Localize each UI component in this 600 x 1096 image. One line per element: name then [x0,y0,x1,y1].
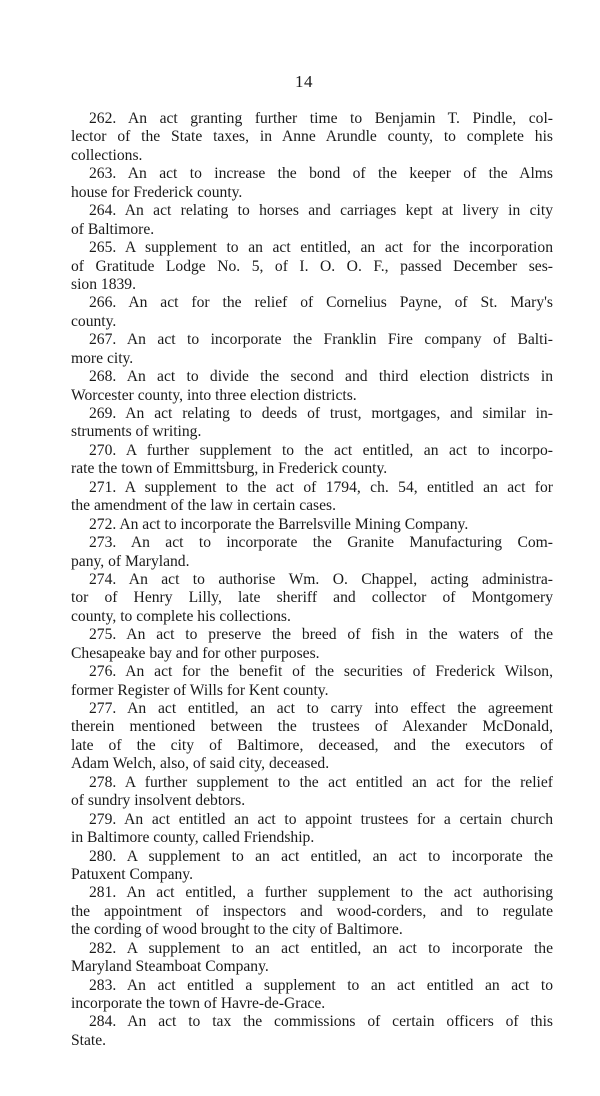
act-entry [71,442,553,479]
act-entry-line: struments of writing. [71,423,202,441]
act-entry-first-line: 280. A supplement to an act entitled, an act to incorporate the [89,847,553,865]
act-entry-first-line: 263. An act to increase the bond of the keeper of the Alms [89,165,553,183]
act-entry-first-line: 270. A further supplement to the act entitled, an act to incorpo- [89,441,553,459]
act-entry-line: the cording of wood brought to the city of Baltimore. [71,921,403,939]
act-entry [71,479,553,516]
act-entry [71,663,553,700]
act-entry [71,571,553,626]
act-entry [71,165,553,202]
act-entry-line: Chesapeake bay and for other purposes. [71,644,320,662]
act-entry-line: Patuxent Company. [71,865,193,883]
act-entry-first-line: 281. An act entitled, a further supplement to the act authorising [89,884,553,902]
act-entry [71,331,553,368]
act-entry-first-line: 273. An act to incorporate the Granite Manufacturing Com- [89,534,553,552]
act-entry-line: therein mentioned between the trustees of Alexander McDonald, [71,718,553,736]
act-entry-line: tor of Henry Lilly, late sheriff and collector of Montgomery [71,589,553,607]
act-entry-first-line: 271. A supplement to the act of 1794, ch. 54, entitled an act for [89,478,553,496]
act-entry-line: lector of the State taxes, in Anne Arundle county, to complete his [71,128,553,146]
act-entry-first-line: 278. A further supplement to the act entitled an act for the relief [89,773,553,791]
act-entry-line: Maryland Steamboat Company. [71,958,269,976]
act-entry-line: house for Frederick county. [71,183,243,201]
act-entry [71,368,553,405]
act-entry [71,774,553,811]
act-entry [71,700,553,774]
act-entry-line: State. [71,1031,107,1049]
act-entry-line: Worcester county, into three election districts. [71,386,357,404]
act-entry-line: Adam Welch, also, of said city, deceased. [71,755,330,773]
acts-list [71,110,553,1050]
act-entry-line: county. [71,312,117,330]
act-entry [71,534,553,571]
act-entry-line: rate the town of Emmittsburg, in Frederick county. [71,460,388,478]
act-entry [71,405,553,442]
act-entry-first-line: 274. An act to authorise Wm. O. Chappel, acting administra- [89,570,553,588]
act-entry-line: collections. [71,146,143,164]
act-entry-line: former Register of Wills for Kent county. [71,681,329,699]
act-entry-first-line: 275. An act to preserve the breed of fish in the waters of the [89,626,553,644]
act-entry-line: sion 1839. [71,275,136,293]
act-entry [71,110,553,165]
act-entry-line: county, to complete his collections. [71,607,291,625]
act-entry [71,884,553,939]
act-entry-line: late of the city of Baltimore, deceased, and the executors of [71,736,553,754]
act-entry-first-line: 284. An act to tax the commissions of certain officers of this [89,1013,553,1031]
act-entry-first-line: 283. An act entitled a supplement to an act entitled an act to [89,976,553,994]
act-entry-line: the appointment of inspectors and wood-corders, and to regulate [71,902,553,920]
act-entry-first-line: 268. An act to divide the second and third election districts in [89,368,553,386]
act-entry-line: incorporate the town of Havre-de-Grace. [71,995,326,1012]
act-entry-line: in Baltimore county, called Friendship. [71,829,315,847]
act-entry-line: more city. [71,349,134,367]
act-entry-first-line: 264. An act relating to horses and carriages kept at livery in city [89,202,553,220]
act-entry [71,626,553,663]
act-entry [71,294,553,331]
act-entry-line: the amendment of the law in certain cases. [71,497,336,515]
act-entry [71,516,553,534]
act-entry-first-line: 277. An act entitled, an act to carry into effect the agreement [89,700,553,717]
page-number: 14 [295,72,313,91]
act-entry-first-line: 262. An act granting further time to Benjamin T. Pindle, col- [89,110,553,127]
act-entry-line: of Gratitude Lodge No. 5, of I. O. O. F., passed December ses- [71,257,553,275]
act-entry-first-line: 266. An act for the relief of Cornelius Payne, of St. Mary's [89,294,553,312]
act-entry-first-line: 279. An act entitled an act to appoint trustees for a certain church [89,810,553,828]
act-entry [71,940,553,977]
act-entry-first-line: 265. A supplement to an act entitled, an act for the incorporation [89,239,553,257]
act-entry [71,977,553,1014]
act-entry-line: pany, of Maryland. [71,552,190,570]
act-entry [71,202,553,239]
act-entry-first-line: 269. An act relating to deeds of trust, mortgages, and similar in- [89,405,553,422]
act-entry [71,848,553,885]
act-entry-first-line: 282. A supplement to an act entitled, an act to incorporate the [89,939,553,957]
act-entry [71,1013,553,1050]
act-entry-first-line: 272. An act to incorporate the Barrelsville Mining Company. [89,515,469,533]
act-entry-line: of sundry insolvent debtors. [71,792,246,810]
act-entry-line: of Baltimore. [71,220,155,238]
act-entry [71,239,553,294]
act-entry [71,811,553,848]
act-entry-first-line: 276. An act for the benefit of the securities of Frederick Wilson, [89,663,553,681]
act-entry-first-line: 267. An act to incorporate the Franklin Fire company of Balti- [89,331,553,349]
